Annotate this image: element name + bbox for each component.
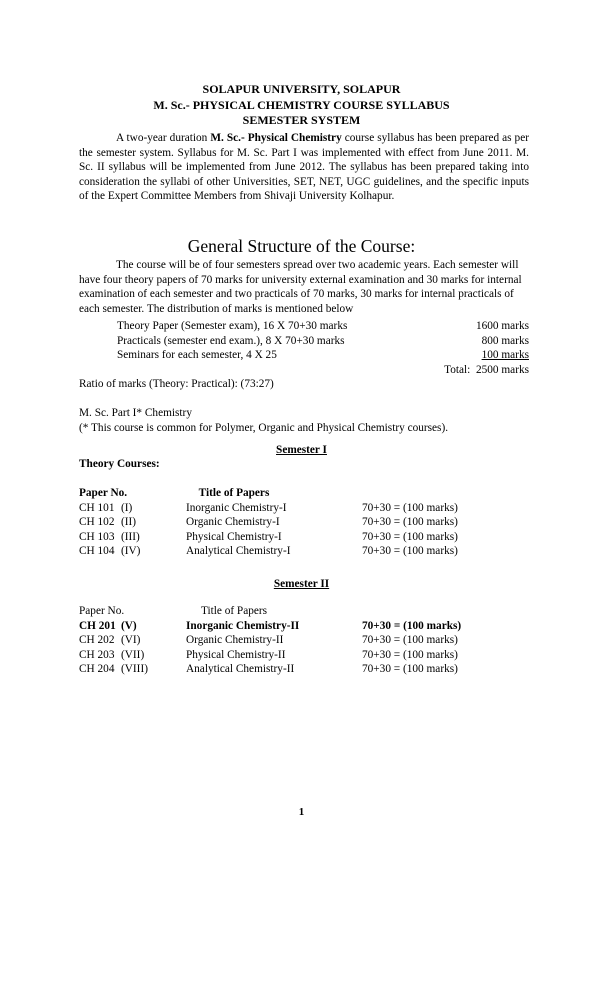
paper-title: Analytical Chemistry-I [186,545,291,557]
table-row [79,515,529,530]
paper-marks: 70+30 = (100 marks) [362,634,458,646]
paper-marks: 70+30 = (100 marks) [362,648,458,661]
ratio-of-marks: Ratio of marks (Theory: Practical): (73:27) [79,378,274,390]
paper-no: CH 201 [79,619,116,632]
intro-paragraph [79,131,529,204]
paper-marks: 70+30 = (100 marks) [362,516,458,528]
paper-title: Inorganic Chemistry-I [186,501,287,514]
paper-roman: (VII) [121,648,145,661]
table-header-row [79,486,529,501]
column-header-paper-no: Paper No. [79,605,125,617]
paper-roman: (II) [121,516,137,528]
paper-title: Organic Chemistry-II [186,634,284,646]
intro-course-name: M. Sc.- Physical Chemistry [210,132,342,144]
table-row [79,662,529,677]
general-structure-heading: General Structure of the Course: [187,236,416,256]
marks-value: 1600 marks [475,320,529,332]
part-info [79,406,448,435]
marks-row [117,348,529,363]
marks-label: Practicals (semester end exam.), 8 X 70+30 marks [117,334,345,347]
paper-no: CH 202 [79,634,115,646]
paper-marks: 70+30 = (100 marks) [362,619,462,632]
paper-no: CH 104 [79,545,115,557]
general-structure-text: The course will be of four semesters spread over two academic years. Each semester will have four theory papers of 70 marks for university external examination and 30 marks for internal examination of each semester and two practicals of 70 marks, 30 marks for internal practicals of each semester. The distribution of marks is mentioned below [79,259,522,315]
marks-label: Seminars for each semester, 4 X 25 [117,349,277,361]
table-row [79,633,529,648]
marks-value: 800 marks [481,334,529,347]
marks-row [117,334,529,349]
general-structure-paragraph [79,258,529,316]
theory-courses-label: Theory Courses: [79,458,160,470]
paper-roman: (VI) [121,634,141,646]
paper-title: Inorganic Chemistry-II [186,619,300,632]
paper-no: CH 102 [79,516,115,528]
paper-marks: 70+30 = (100 marks) [362,545,458,557]
paper-roman: (VIII) [121,663,148,675]
table-row [79,619,529,634]
paper-marks: 70+30 = (100 marks) [362,530,458,543]
document-header [0,82,603,129]
marks-label: Theory Paper (Semester exam), 16 X 70+30 marks [117,320,348,332]
paper-title: Physical Chemistry-II [186,648,286,661]
column-header-title: Title of Papers [200,605,268,617]
column-header-title: Title of Papers [198,487,270,499]
marks-distribution [117,319,529,377]
table-row [79,544,529,559]
marks-total-row [117,363,529,378]
total-label: Total: [444,363,471,376]
paper-marks: 70+30 = (100 marks) [362,501,458,514]
part-note: (* This course is common for Polymer, Organic and Physical Chemistry courses). [79,421,449,434]
semester-2-table [79,604,529,677]
paper-roman: (IV) [121,545,141,557]
intro-text-post: course syllabus has been prepared as per the semester system. Syllabus for M. Sc. Part I was implemented with effect from June 2011. M. Sc. II syllabus will be implemented from June 2012. The syllabus has been prepared taking into consideration the syllabi of other Universities, SET, NET, UGC guidelines, and the specific inputs of the Expert Committee Members from Shivaji University Kolhapur. [79,132,529,202]
page-number: 1 [298,806,305,818]
paper-no: CH 203 [79,648,115,661]
intro-text-pre: A two-year duration [116,132,211,144]
paper-roman: (I) [121,501,133,514]
university-name: SOLAPUR UNIVERSITY, SOLAPUR [202,82,401,96]
paper-roman: (III) [121,530,140,543]
semester-1-table [79,486,529,559]
table-row [79,530,529,545]
marks-row [117,319,529,334]
paper-title: Analytical Chemistry-II [186,663,295,675]
paper-title: Physical Chemistry-I [186,530,282,543]
semester-2-title: Semester II [273,578,330,590]
paper-marks: 70+30 = (100 marks) [362,663,458,675]
semester-system-title: SEMESTER SYSTEM [242,113,361,127]
table-row [79,501,529,516]
syllabus-title: M. Sc.- PHYSICAL CHEMISTRY COURSE SYLLABUS [153,97,450,112]
table-row [79,648,529,663]
paper-title: Organic Chemistry-I [186,516,280,528]
paper-no: CH 204 [79,663,115,675]
table-header-row [79,604,529,619]
paper-no: CH 103 [79,530,115,543]
marks-value: 100 marks [481,349,529,361]
column-header-paper-no: Paper No. [79,487,128,499]
semester-1-title: Semester I [276,444,327,456]
paper-no: CH 101 [79,501,115,514]
part-title: M. Sc. Part I* Chemistry [79,407,192,419]
total-value: 2500 marks [475,363,529,376]
paper-roman: (V) [121,619,137,632]
